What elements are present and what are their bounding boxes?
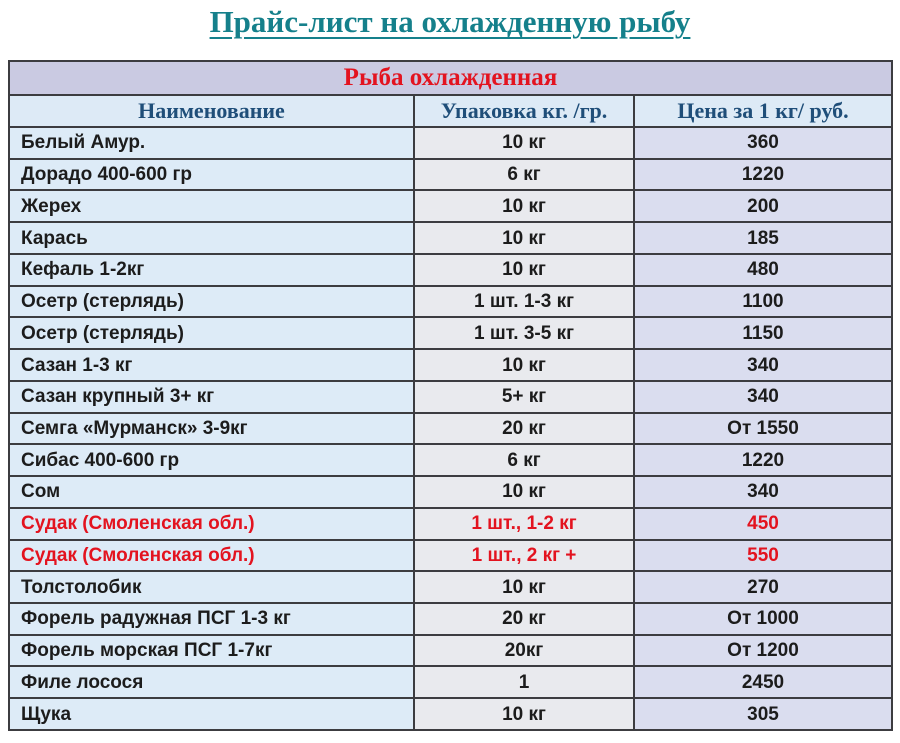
cell-price: 200: [635, 191, 891, 221]
cell-pack: 10 кг: [413, 223, 635, 253]
cell-name: Жерех: [10, 191, 413, 221]
cell-name: Осетр (стерлядь): [10, 287, 413, 317]
price-table: [8, 60, 893, 731]
column-header-price: Цена за 1 кг/ руб.: [635, 96, 891, 126]
table-row: [10, 509, 891, 541]
table-row: [10, 636, 891, 668]
table-row: [10, 572, 891, 604]
cell-price: 340: [635, 382, 891, 412]
cell-price: 360: [635, 128, 891, 158]
cell-pack: 1: [413, 667, 635, 697]
cell-pack: 10 кг: [413, 350, 635, 380]
table-row: [10, 477, 891, 509]
cell-price: От 1550: [635, 414, 891, 444]
cell-name: Сазан 1-3 кг: [10, 350, 413, 380]
cell-pack: 10 кг: [413, 699, 635, 729]
cell-pack: 1 шт., 2 кг +: [413, 541, 635, 571]
table-row: [10, 382, 891, 414]
cell-pack: 1 шт. 1-3 кг: [413, 287, 635, 317]
cell-price: 305: [635, 699, 891, 729]
cell-pack: 5+ кг: [413, 382, 635, 412]
cell-name: Судак (Смоленская обл.): [10, 509, 413, 539]
cell-price: 1220: [635, 445, 891, 475]
cell-price: 270: [635, 572, 891, 602]
table-row: [10, 414, 891, 446]
cell-name: Сом: [10, 477, 413, 507]
table-row: [10, 191, 891, 223]
cell-name: Дорадо 400-600 гр: [10, 160, 413, 190]
cell-pack: 10 кг: [413, 191, 635, 221]
cell-price: 1150: [635, 318, 891, 348]
cell-pack: 20 кг: [413, 604, 635, 634]
cell-price: 340: [635, 477, 891, 507]
cell-price: От 1200: [635, 636, 891, 666]
cell-price: 1220: [635, 160, 891, 190]
cell-name: Сазан крупный 3+ кг: [10, 382, 413, 412]
cell-name: Осетр (стерлядь): [10, 318, 413, 348]
cell-price: 340: [635, 350, 891, 380]
cell-pack: 6 кг: [413, 445, 635, 475]
table-row: [10, 223, 891, 255]
cell-price: От 1000: [635, 604, 891, 634]
cell-name: Сибас 400-600 гр: [10, 445, 413, 475]
cell-name: Форель радужная ПСГ 1-3 кг: [10, 604, 413, 634]
cell-name: Щука: [10, 699, 413, 729]
cell-name: Белый Амур.: [10, 128, 413, 158]
cell-pack: 20 кг: [413, 414, 635, 444]
cell-pack: 20кг: [413, 636, 635, 666]
cell-name: Судак (Смоленская обл.): [10, 541, 413, 571]
cell-price: 550: [635, 541, 891, 571]
cell-price: 1100: [635, 287, 891, 317]
table-row: [10, 604, 891, 636]
cell-pack: 1 шт., 1-2 кг: [413, 509, 635, 539]
cell-pack: 10 кг: [413, 572, 635, 602]
cell-pack: 10 кг: [413, 255, 635, 285]
table-row: [10, 255, 891, 287]
column-header-pack: Упаковка кг. /гр.: [413, 96, 635, 126]
table-row: [10, 445, 891, 477]
cell-name: Форель морская ПСГ 1-7кг: [10, 636, 413, 666]
table-row: [10, 287, 891, 319]
cell-pack: 1 шт. 3-5 кг: [413, 318, 635, 348]
table-row: [10, 667, 891, 699]
table-row: [10, 160, 891, 192]
table-header-row: [10, 96, 891, 128]
cell-price: 185: [635, 223, 891, 253]
cell-pack: 10 кг: [413, 128, 635, 158]
page-title: Прайс-лист на охлажденную рыбу: [209, 4, 691, 39]
cell-name: Филе лосося: [10, 667, 413, 697]
cell-pack: 10 кг: [413, 477, 635, 507]
cell-price: 450: [635, 509, 891, 539]
cell-name: Кефаль 1-2кг: [10, 255, 413, 285]
table-row: [10, 350, 891, 382]
cell-name: Толстолобик: [10, 572, 413, 602]
table-row: [10, 318, 891, 350]
cell-name: Карась: [10, 223, 413, 253]
table-row: [10, 699, 891, 729]
table-section-title: Рыба охлажденная: [10, 62, 891, 96]
table-row: [10, 541, 891, 573]
cell-price: 2450: [635, 667, 891, 697]
cell-price: 480: [635, 255, 891, 285]
table-rows: [10, 128, 891, 729]
table-row: [10, 128, 891, 160]
column-header-name: Наименование: [10, 96, 413, 126]
cell-name: Семга «Мурманск» 3-9кг: [10, 414, 413, 444]
cell-pack: 6 кг: [413, 160, 635, 190]
